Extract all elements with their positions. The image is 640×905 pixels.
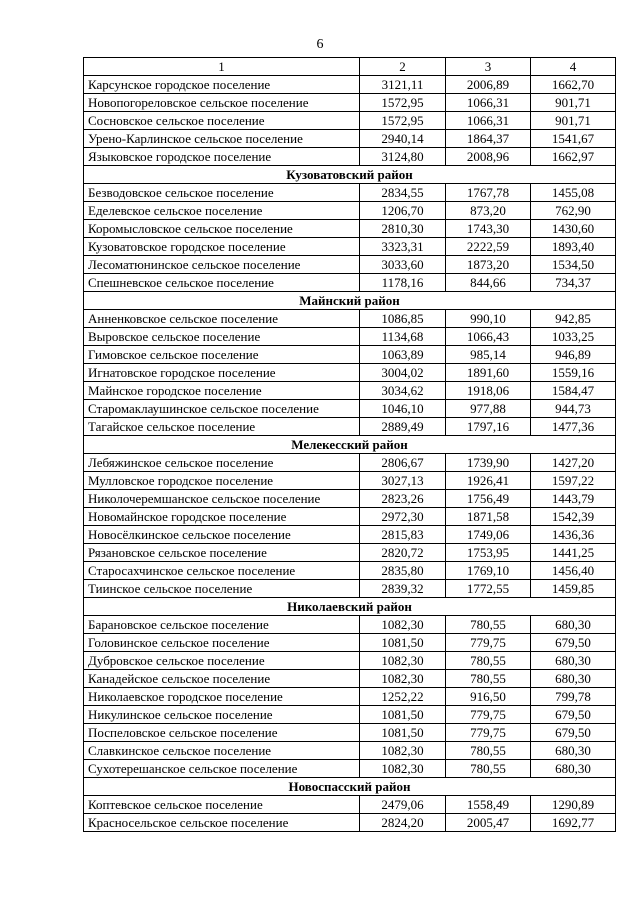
value-col-2: 1082,30 (360, 652, 446, 670)
value-col-4: 1477,36 (531, 418, 616, 436)
settlement-name: Головинское сельское поселение (84, 634, 360, 652)
settlement-name: Канадейское сельское поселение (84, 670, 360, 688)
value-col-4: 679,50 (531, 724, 616, 742)
value-col-4: 679,50 (531, 706, 616, 724)
value-col-4: 1443,79 (531, 490, 616, 508)
table-row (84, 634, 616, 652)
table-row (84, 544, 616, 562)
table-row (84, 184, 616, 202)
value-col-2: 1081,50 (360, 634, 446, 652)
value-col-3: 780,55 (446, 616, 531, 634)
district-heading: Мелекесский район (84, 436, 616, 454)
value-col-4: 1455,08 (531, 184, 616, 202)
table-row (84, 364, 616, 382)
value-col-2: 3027,13 (360, 472, 446, 490)
settlement-name: Гимовское сельское поселение (84, 346, 360, 364)
value-col-2: 1572,95 (360, 94, 446, 112)
settlement-name: Сухотерешанское сельское поселение (84, 760, 360, 778)
value-col-3: 1871,58 (446, 508, 531, 526)
table-row (84, 472, 616, 490)
settlement-name: Барановское сельское поселение (84, 616, 360, 634)
settlement-name: Карсунское городское поселение (84, 76, 360, 94)
settlement-name: Красносельское сельское поселение (84, 814, 360, 832)
settlement-name: Спешневское сельское поселение (84, 274, 360, 292)
settlement-name: Никулинское сельское поселение (84, 706, 360, 724)
value-col-4: 942,85 (531, 310, 616, 328)
value-col-4: 1584,47 (531, 382, 616, 400)
settlement-name: Кузоватовское городское поселение (84, 238, 360, 256)
value-col-2: 3033,60 (360, 256, 446, 274)
table-row (84, 274, 616, 292)
value-col-2: 2839,32 (360, 580, 446, 598)
settlement-name: Старомаклаушинское сельское поселение (84, 400, 360, 418)
value-col-3: 1558,49 (446, 796, 531, 814)
settlement-name: Николочеремшанское сельское поселение (84, 490, 360, 508)
value-col-4: 1662,97 (531, 148, 616, 166)
value-col-4: 1430,60 (531, 220, 616, 238)
settlement-name: Коромысловское сельское поселение (84, 220, 360, 238)
table-row (84, 490, 616, 508)
value-col-3: 1767,78 (446, 184, 531, 202)
value-col-3: 1066,43 (446, 328, 531, 346)
value-col-4: 1692,77 (531, 814, 616, 832)
table-row (84, 238, 616, 256)
value-col-3: 2008,96 (446, 148, 531, 166)
value-col-3: 1749,06 (446, 526, 531, 544)
value-col-4: 1541,67 (531, 130, 616, 148)
table-row (84, 580, 616, 598)
settlements-table (83, 57, 616, 832)
settlement-name: Тиинское сельское поселение (84, 580, 360, 598)
value-col-4: 901,71 (531, 94, 616, 112)
value-col-3: 1743,30 (446, 220, 531, 238)
value-col-2: 2834,55 (360, 184, 446, 202)
settlement-name: Николаевское городское поселение (84, 688, 360, 706)
settlement-name: Поспеловское сельское поселение (84, 724, 360, 742)
table-row (84, 706, 616, 724)
table-row (84, 400, 616, 418)
value-col-3: 1864,37 (446, 130, 531, 148)
value-col-3: 779,75 (446, 724, 531, 742)
value-col-4: 734,37 (531, 274, 616, 292)
column-header-2: 2 (360, 58, 446, 76)
table-row (84, 796, 616, 814)
table-row (84, 112, 616, 130)
settlement-name: Сосновское сельское поселение (84, 112, 360, 130)
settlement-name: Безводовское сельское поселение (84, 184, 360, 202)
value-col-3: 779,75 (446, 706, 531, 724)
value-col-4: 680,30 (531, 670, 616, 688)
value-col-3: 990,10 (446, 310, 531, 328)
settlement-name: Урено-Карлинское сельское поселение (84, 130, 360, 148)
value-col-3: 1926,41 (446, 472, 531, 490)
table-row (84, 310, 616, 328)
value-col-2: 1082,30 (360, 670, 446, 688)
value-col-4: 762,90 (531, 202, 616, 220)
district-row (84, 778, 616, 796)
table-row (84, 148, 616, 166)
district-heading: Новоспасский район (84, 778, 616, 796)
value-col-4: 1436,36 (531, 526, 616, 544)
table-row (84, 652, 616, 670)
district-heading: Майнский район (84, 292, 616, 310)
value-col-3: 1066,31 (446, 94, 531, 112)
value-col-3: 977,88 (446, 400, 531, 418)
value-col-3: 2005,47 (446, 814, 531, 832)
value-col-3: 873,20 (446, 202, 531, 220)
table-row (84, 526, 616, 544)
value-col-4: 1290,89 (531, 796, 616, 814)
settlement-name: Майнское городское поселение (84, 382, 360, 400)
value-col-3: 1772,55 (446, 580, 531, 598)
district-row (84, 436, 616, 454)
value-col-4: 1597,22 (531, 472, 616, 490)
value-col-4: 944,73 (531, 400, 616, 418)
settlement-name: Выровское сельское поселение (84, 328, 360, 346)
value-col-2: 1252,22 (360, 688, 446, 706)
table-row (84, 220, 616, 238)
value-col-2: 2889,49 (360, 418, 446, 436)
table-row (84, 202, 616, 220)
value-col-3: 1753,95 (446, 544, 531, 562)
value-col-2: 3323,31 (360, 238, 446, 256)
value-col-3: 1769,10 (446, 562, 531, 580)
value-col-2: 1082,30 (360, 616, 446, 634)
settlement-name: Тагайское сельское поселение (84, 418, 360, 436)
table-row (84, 724, 616, 742)
value-col-3: 1891,60 (446, 364, 531, 382)
settlement-name: Старосахчинское сельское поселение (84, 562, 360, 580)
value-col-4: 901,71 (531, 112, 616, 130)
value-col-2: 2972,30 (360, 508, 446, 526)
value-col-3: 2222,59 (446, 238, 531, 256)
settlement-name: Славкинское сельское поселение (84, 742, 360, 760)
value-col-4: 1427,20 (531, 454, 616, 472)
table-row (84, 742, 616, 760)
table-row (84, 508, 616, 526)
value-col-2: 3124,80 (360, 148, 446, 166)
value-col-3: 916,50 (446, 688, 531, 706)
table-row (84, 562, 616, 580)
value-col-2: 2835,80 (360, 562, 446, 580)
value-col-4: 680,30 (531, 652, 616, 670)
table-row (84, 382, 616, 400)
value-col-2: 2806,67 (360, 454, 446, 472)
value-col-4: 1033,25 (531, 328, 616, 346)
settlement-name: Мулловское городское поселение (84, 472, 360, 490)
settlement-name: Лесоматюнинское сельское поселение (84, 256, 360, 274)
table-row (84, 454, 616, 472)
value-col-4: 946,89 (531, 346, 616, 364)
value-col-2: 1063,89 (360, 346, 446, 364)
settlement-name: Коптевское сельское поселение (84, 796, 360, 814)
table-row (84, 616, 616, 634)
settlement-name: Языковское городское поселение (84, 148, 360, 166)
value-col-3: 1739,90 (446, 454, 531, 472)
value-col-2: 2823,26 (360, 490, 446, 508)
value-col-4: 799,78 (531, 688, 616, 706)
value-col-2: 1178,16 (360, 274, 446, 292)
settlement-name: Анненковское сельское поселение (84, 310, 360, 328)
table-header-row (84, 58, 616, 76)
district-heading: Николаевский район (84, 598, 616, 616)
value-col-3: 780,55 (446, 652, 531, 670)
settlement-name: Лебяжинское сельское поселение (84, 454, 360, 472)
table-row (84, 670, 616, 688)
value-col-2: 2820,72 (360, 544, 446, 562)
value-col-2: 1134,68 (360, 328, 446, 346)
column-header-3: 3 (446, 58, 531, 76)
value-col-3: 780,55 (446, 742, 531, 760)
district-row (84, 598, 616, 616)
table-row (84, 814, 616, 832)
table-row (84, 346, 616, 364)
column-header-4: 4 (531, 58, 616, 76)
value-col-2: 2479,06 (360, 796, 446, 814)
column-header-1: 1 (84, 58, 360, 76)
value-col-2: 1046,10 (360, 400, 446, 418)
value-col-2: 1206,70 (360, 202, 446, 220)
value-col-3: 1873,20 (446, 256, 531, 274)
value-col-4: 1456,40 (531, 562, 616, 580)
value-col-4: 1542,39 (531, 508, 616, 526)
value-col-2: 1082,30 (360, 760, 446, 778)
page-number: 6 (316, 37, 324, 52)
value-col-4: 1441,25 (531, 544, 616, 562)
value-col-2: 1081,50 (360, 724, 446, 742)
value-col-2: 1082,30 (360, 742, 446, 760)
district-heading: Кузоватовский район (84, 166, 616, 184)
settlement-name: Дубровское сельское поселение (84, 652, 360, 670)
value-col-3: 985,14 (446, 346, 531, 364)
settlement-name: Игнатовское городское поселение (84, 364, 360, 382)
value-col-2: 3034,62 (360, 382, 446, 400)
value-col-4: 1662,70 (531, 76, 616, 94)
value-col-3: 1797,16 (446, 418, 531, 436)
value-col-3: 1756,49 (446, 490, 531, 508)
table-row (84, 76, 616, 94)
value-col-4: 680,30 (531, 616, 616, 634)
district-row (84, 292, 616, 310)
settlement-name: Рязановское сельское поселение (84, 544, 360, 562)
value-col-2: 2940,14 (360, 130, 446, 148)
table-row (84, 256, 616, 274)
table-row (84, 130, 616, 148)
value-col-2: 3121,11 (360, 76, 446, 94)
value-col-3: 780,55 (446, 670, 531, 688)
value-col-3: 779,75 (446, 634, 531, 652)
value-col-2: 2824,20 (360, 814, 446, 832)
value-col-2: 1572,95 (360, 112, 446, 130)
settlement-name: Новопогореловское сельское поселение (84, 94, 360, 112)
value-col-3: 2006,89 (446, 76, 531, 94)
value-col-4: 1459,85 (531, 580, 616, 598)
table-body (84, 76, 616, 832)
table-row (84, 418, 616, 436)
district-row (84, 166, 616, 184)
value-col-4: 1893,40 (531, 238, 616, 256)
value-col-4: 679,50 (531, 634, 616, 652)
settlement-name: Еделевское сельское поселение (84, 202, 360, 220)
table-row (84, 328, 616, 346)
value-col-4: 1559,16 (531, 364, 616, 382)
value-col-3: 1918,06 (446, 382, 531, 400)
value-col-2: 2815,83 (360, 526, 446, 544)
value-col-3: 844,66 (446, 274, 531, 292)
value-col-2: 3004,02 (360, 364, 446, 382)
settlement-name: Новомайнское городское поселение (84, 508, 360, 526)
table-row (84, 760, 616, 778)
value-col-3: 780,55 (446, 760, 531, 778)
value-col-2: 1081,50 (360, 706, 446, 724)
table-row (84, 688, 616, 706)
value-col-4: 680,30 (531, 742, 616, 760)
value-col-2: 1086,85 (360, 310, 446, 328)
value-col-4: 680,30 (531, 760, 616, 778)
value-col-4: 1534,50 (531, 256, 616, 274)
value-col-2: 2810,30 (360, 220, 446, 238)
settlement-name: Новосёлкинское сельское поселение (84, 526, 360, 544)
table-row (84, 94, 616, 112)
value-col-3: 1066,31 (446, 112, 531, 130)
